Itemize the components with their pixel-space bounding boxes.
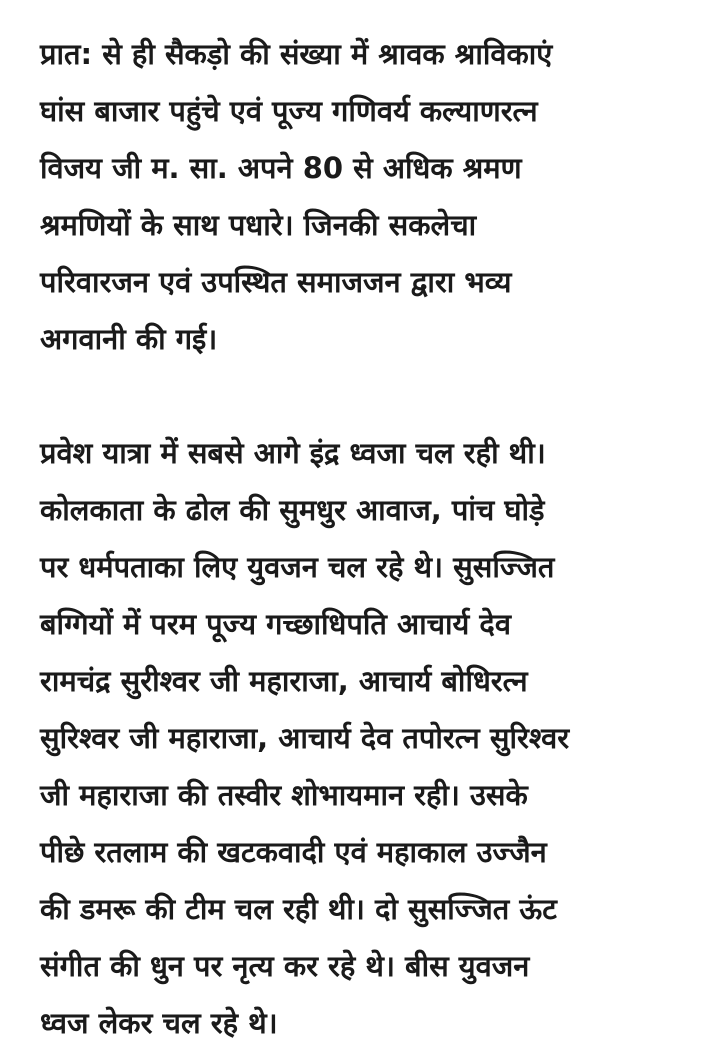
text-line: प्रात: से ही सैकड़ो की संख्या में श्रावक श्राविकाएं [40,37,553,71]
text-line: बग्गियों में परम पूज्य गच्छाधिपति आचार्य देव [40,607,511,641]
text-line: श्रमणियों के साथ पधारे। जिनकी सकलेचा [40,208,477,242]
text-line: प्रवेश यात्रा में सबसे आगे इंद्र ध्वजा चल रही थी। [40,436,546,470]
text-line: ध्वज लेकर चल रहे थे। [40,1006,278,1040]
text-line: परिवारजन एवं उपस्थित समाजजन द्वारा भव्य [40,265,512,299]
paragraph-1 [40,26,700,368]
text-line: पीछे रतलाम की खटकवादी एवं महाकाल उज्जैन [40,835,547,869]
paragraph-spacer [40,368,700,425]
text-line: विजय जी म. सा. अपने 80 से अधिक श्रमण [40,151,522,185]
text-line: संगीत की धुन पर नृत्य कर रहे थे। बीस युवजन [40,949,530,983]
text-line: अगवानी की गई। [40,322,218,356]
text-line: की डमरू की टीम चल रही थी। दो सुसज्जित ऊंट [40,892,557,926]
text-line: घांस बाजार पहुंचे एवं पूज्य गणिवर्य कल्याणरत्न [40,94,538,128]
text-line: पर धर्मपताका लिए युवजन चल रहे थे। सुसज्जित [40,550,555,584]
article-body [40,26,700,1052]
text-line: सुरिश्वर जी महाराजा, आचार्य देव तपोरत्न सुरिश्वर [40,721,570,755]
text-line: कोलकाता के ढोल की सुमधुर आवाज, पांच घोड़े [40,493,545,527]
text-line: रामचंद्र सुरीश्वर जी महाराजा, आचार्य बोधिरत्न [40,664,528,698]
paragraph-2 [40,425,700,1052]
text-line: जी महाराजा की तस्वीर शोभायमान रही। उसके [40,778,528,812]
